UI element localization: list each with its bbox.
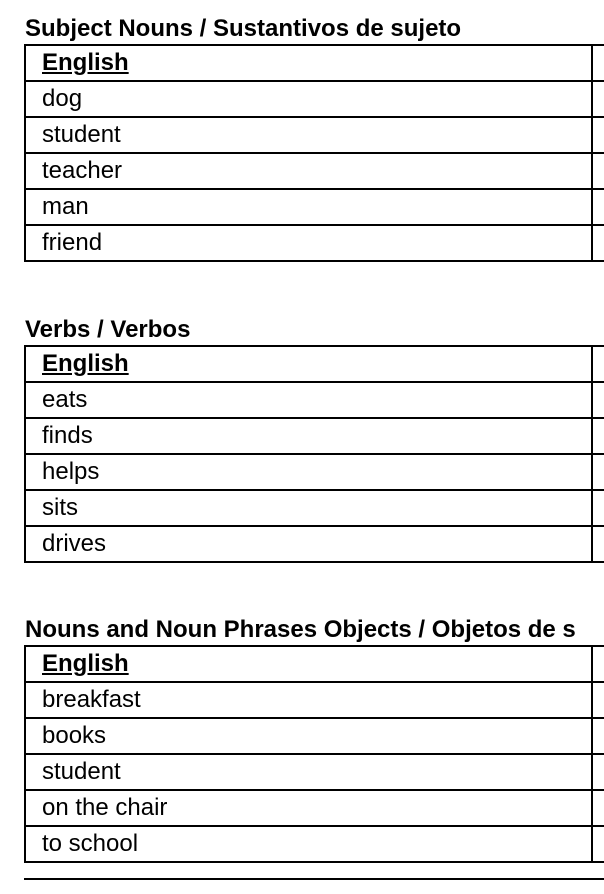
table-row [25,225,604,261]
table-row [25,526,604,562]
cell-english: finds [25,418,592,454]
table-header-row [25,646,604,682]
cell-translation[interactable] [592,790,604,826]
section-title: Verbs / Verbos [25,316,191,343]
column-header-english: English [25,45,592,81]
section-title: Nouns and Noun Phrases Objects / Objetos de s [25,616,576,643]
vocab-table [24,345,604,563]
column-header-english: English [25,346,592,382]
section-subject-nouns [24,14,604,262]
column-header-blank [592,45,604,81]
table-row [25,117,604,153]
cell-translation[interactable] [592,382,604,418]
cell-translation[interactable] [592,826,604,862]
vocab-table [24,645,604,863]
cell-english: drives [25,526,592,562]
table-row [25,454,604,490]
section-title: Subject Nouns / Sustantivos de sujeto [25,15,462,42]
cell-english: teacher [25,153,592,189]
cell-english: sits [25,490,592,526]
cell-english: helps [25,454,592,490]
cell-english: on the chair [25,790,592,826]
table-row [25,718,604,754]
table-row [25,754,604,790]
table-header-row [25,346,604,382]
table-row [25,682,604,718]
section-noun-objects [24,615,604,863]
cell-english: man [25,189,592,225]
table-row [25,81,604,117]
vocab-table [24,44,604,262]
table-row [25,382,604,418]
cell-translation[interactable] [592,754,604,790]
cell-english: to school [25,826,592,862]
table-header-row [25,45,604,81]
table-row [25,790,604,826]
table-row [25,490,604,526]
cell-translation[interactable] [592,682,604,718]
cell-translation[interactable] [592,526,604,562]
cell-translation[interactable] [592,718,604,754]
column-header-blank [592,346,604,382]
cell-english: friend [25,225,592,261]
table-row [25,153,604,189]
table-row [25,826,604,862]
cell-english: dog [25,81,592,117]
table-row [25,418,604,454]
cell-english: student [25,754,592,790]
cell-translation[interactable] [592,225,604,261]
cell-translation[interactable] [592,454,604,490]
cell-translation[interactable] [592,490,604,526]
cell-english: student [25,117,592,153]
column-header-english: English [25,646,592,682]
section-verbs [24,315,604,563]
cell-translation[interactable] [592,81,604,117]
column-header-blank [592,646,604,682]
cell-translation[interactable] [592,153,604,189]
cell-translation[interactable] [592,117,604,153]
cell-translation[interactable] [592,189,604,225]
cell-english: eats [25,382,592,418]
table-bottom-rule [24,878,604,880]
cell-english: breakfast [25,682,592,718]
cell-english: books [25,718,592,754]
table-row [25,189,604,225]
cell-translation[interactable] [592,418,604,454]
